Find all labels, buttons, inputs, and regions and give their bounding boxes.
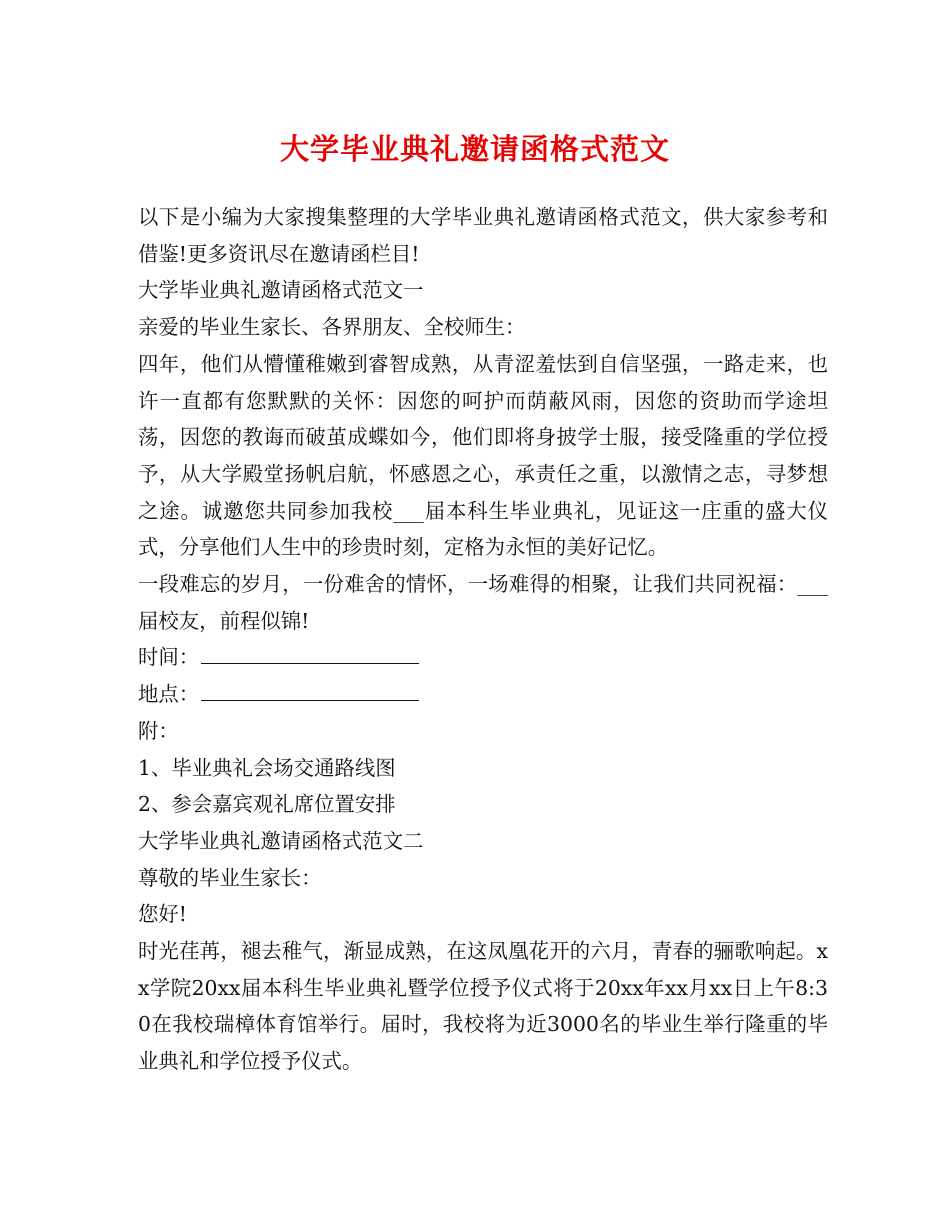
intro-paragraph: 以下是小编为大家搜集整理的大学毕业典礼邀请函格式范文，供大家参考和借鉴!更多资讯尽在邀请函栏目!	[138, 205, 828, 266]
section1-blessing-paragraph: 一段难忘的岁月，一份难舍的情怀，一场难得的相聚，让我们共同祝福：___届校友，前程似锦!	[138, 572, 828, 633]
page-title: 大学毕业典礼邀请函格式范文	[279, 132, 670, 166]
attachment-label: 附：	[138, 718, 179, 743]
attachment-item: 2、参会嘉宾观礼席位置安排	[138, 792, 396, 817]
place-label: 地点：	[138, 682, 200, 707]
section1-body-paragraph: 四年，他们从懵懂稚嫩到睿智成熟，从青涩羞怯到自信坚强，一路走来，也许一直都有您默默的关怀：因您的呵护而荫蔽风雨，因您的资助而学途坦荡，因您的教诲而破茧成蝶如今，他们即将身披学士服，接受隆重的学位授予，从大学殿堂扬帆启航，怀感恩之心，承责任之重，以激情之志，寻梦想之途。诚邀您共同参加我校___届本科生毕业典礼，见证这一庄重的盛大仪式，分享他们人生中的珍贵时刻，定格为永恒的美好记忆。	[138, 351, 828, 560]
section1-heading: 大学毕业典礼邀请函格式范文一	[138, 278, 424, 303]
time-field-row	[138, 639, 828, 676]
section1-salutation: 亲爱的毕业生家长、各界朋友、全校师生：	[138, 315, 526, 340]
section2-body-paragraph: 时光荏苒，褪去稚气，渐显成熟，在这凤凰花开的六月，青春的骊歌响起。xx学院20xx届本科生毕业典礼暨学位授予仪式将于20xx年xx月xx日上午8:30在我校瑞樟体育馆举行。届时，我校将为近3000名的毕业生举行隆重的毕业典礼和学位授予仪式。	[138, 939, 828, 1074]
section2-heading: 大学毕业典礼邀请函格式范文二	[138, 828, 424, 853]
section2-salutation: 尊敬的毕业生家长：	[138, 865, 322, 890]
document-body	[138, 199, 828, 1080]
attachment-item: 1、毕业典礼会场交通路线图	[138, 755, 396, 780]
place-blank-line	[201, 680, 419, 701]
section2-greeting: 您好!	[138, 902, 187, 927]
time-blank-line	[201, 643, 419, 664]
place-field-row	[138, 676, 828, 713]
time-label: 时间：	[138, 645, 200, 670]
